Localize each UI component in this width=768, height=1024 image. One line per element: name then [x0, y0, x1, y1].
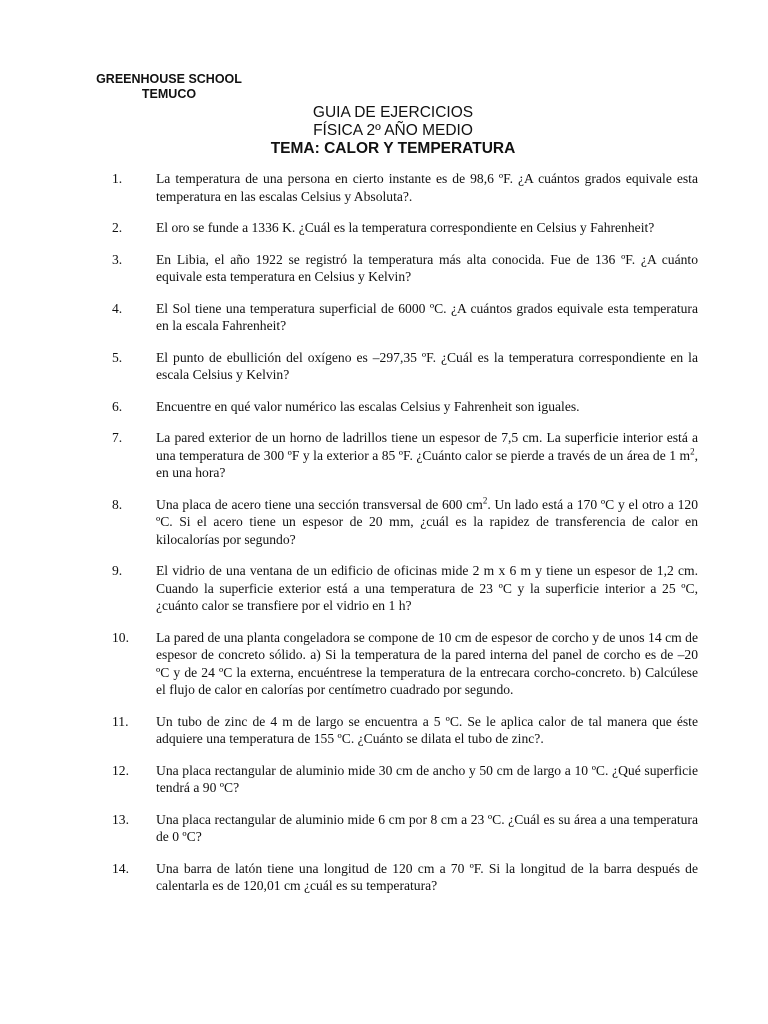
exercise-number: 11.: [112, 713, 129, 729]
school-city: TEMUCO: [141, 87, 197, 101]
exercise-number: 6.: [112, 398, 123, 414]
exercise-number: 5.: [112, 349, 123, 365]
exercise-item: [112, 713, 698, 748]
exercise-text: Encuentre en qué valor numérico las escalas Celsius y Fahrenheit son iguales.: [156, 398, 580, 414]
school-header: [0, 72, 338, 102]
exercise-number: 14.: [112, 860, 129, 876]
exercise-number: 8.: [112, 496, 123, 512]
exercise-text-part: . Un lado está a 170 ºC y el otro a 120 ºC. Si el acero tiene un espesor de 20 mm, ¿cuál es la rapidez de transferencia de calor en kilocalorías por segundo?: [156, 496, 698, 547]
superscript: 2: [690, 445, 695, 456]
exercise-number: 4.: [112, 300, 123, 316]
exercise-text-part: La pared exterior de un horno de ladrillos tiene un espesor de 7,5 cm. La superficie interior está a una temperatura de 300 ºF y la exterior a 85 ºF. ¿Cuánto calor se pierde a través de un área de 1 m: [156, 430, 698, 463]
exercise-text: El oro se funde a 1336 K. ¿Cuál es la temperatura correspondiente en Celsius y Fahrenheit?: [156, 220, 655, 235]
exercise-item: [112, 170, 698, 205]
exercise-item: [112, 429, 698, 482]
exercise-text-part: , en una hora?: [156, 447, 698, 480]
topic-title: TEMA: CALOR Y TEMPERATURA: [270, 140, 516, 157]
exercise-text: Una barra de latón tiene una longitud de 120 cm a 70 ºF. Si la longitud de la barra después de calentarla es de 120,01 cm ¿cuál es su temperatura?: [156, 860, 698, 893]
exercise-item: [112, 496, 698, 549]
exercise-text: El vidrio de una ventana de un edificio de oficinas mide 2 m x 6 m y tiene un espesor de 1,2 cm. Cuando la superficie exterior está a una temperatura de 23 ºC y la superficie interior a 25 ºC, ¿cuánto calor se transfiere por el vidrio en 1 h?: [156, 563, 698, 613]
exercise-text: Un tubo de zinc de 4 m de largo se encuentra a 5 ºC. Se le aplica calor de tal manera que éste adquiere una temperatura de 155 ºC. ¿Cuánto se dilata el tubo de zinc?.: [156, 713, 698, 746]
exercise-text: Una placa rectangular de aluminio mide 6 cm por 8 cm a 23 ºC. ¿Cuál es su área a una temperatura de 0 ºC?: [156, 811, 698, 844]
exercise-text: Una placa rectangular de aluminio mide 30 cm de ancho y 50 cm de largo a 10 ºC. ¿Qué superficie tendrá a 90 ºC?: [156, 762, 698, 795]
exercise-text: La pared de una planta congeladora se compone de 10 cm de espesor de corcho y de unos 14 cm de espesor de concreto sólido. a) Si la temperatura de la pared interna del panel de corcho es de –20 ºC y de 24 ºC la externa, encuéntrese la temperatura de la entrecara corcho-concreto. b) Calcúlese el flujo de calor en calorías por centímetro cuadrado por segundo.: [156, 629, 698, 697]
exercise-text: [156, 429, 698, 482]
exercise-text: El Sol tiene una temperatura superficial de 6000 ºC. ¿A cuántos grados equivale esta temperatura en la escala Fahrenheit?: [156, 300, 698, 333]
exercise-item: [112, 811, 698, 846]
exercise-number: 7.: [112, 430, 123, 445]
exercise-item: [112, 300, 698, 335]
exercise-list: [112, 170, 698, 909]
exercise-number: 9.: [112, 563, 123, 578]
exercise-item: [112, 398, 698, 416]
exercise-number: 12.: [112, 762, 129, 778]
exercise-number: 1.: [112, 171, 123, 186]
exercise-number: 3.: [112, 251, 123, 267]
exercise-number: 10.: [112, 629, 129, 645]
document-title-block: [0, 104, 768, 158]
subject-title: FÍSICA 2º AÑO MEDIO: [313, 122, 473, 139]
exercise-item: [112, 762, 698, 797]
exercise-text: La temperatura de una persona en cierto instante es de 98,6 ºF. ¿A cuántos grados equivale esta temperatura en las escalas Celsius y Absoluta?.: [156, 171, 698, 204]
superscript: 2: [482, 494, 488, 505]
exercise-text-part: Una placa de acero tiene una sección transversal de 600 cm: [156, 496, 483, 512]
exercise-text: [156, 496, 698, 549]
exercise-number: 2.: [112, 220, 123, 235]
exercise-text: En Libia, el año 1922 se registró la temperatura más alta conocida. Fue de 136 ºF. ¿A cuánto equivale esta temperatura en Celsius y Kelvin?: [156, 251, 698, 284]
exercise-item: [112, 860, 698, 895]
exercise-item: [112, 562, 698, 615]
exercise-item: [112, 629, 698, 699]
exercise-text: El punto de ebullición del oxígeno es –297,35 ºF. ¿Cuál es la temperatura correspondiente en la escala Celsius y Kelvin?: [156, 349, 698, 382]
school-name: GREENHOUSE SCHOOL: [96, 72, 242, 86]
exercise-item: [112, 251, 698, 286]
exercise-number: 13.: [112, 811, 129, 827]
exercise-item: [112, 349, 698, 384]
guide-title: GUIA DE EJERCICIOS: [312, 104, 474, 121]
exercise-item: [112, 219, 698, 237]
